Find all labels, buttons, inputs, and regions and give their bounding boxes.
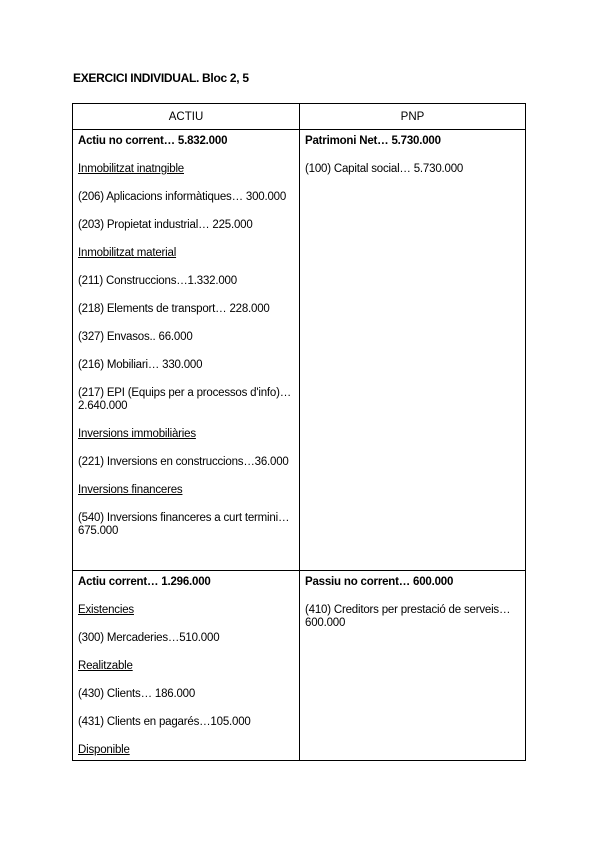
account-line: (410) Creditors per prestació de serveis… 600.000 [305, 604, 511, 629]
subsection-label: Realitzable [78, 660, 133, 672]
account-line: (327) Envasos.. 66.000 [78, 331, 193, 343]
section-heading: Actiu no corrent… 5.832.000 [78, 135, 228, 147]
account-line: (221) Inversions en construccions…36.000 [78, 456, 289, 468]
subsection-label: Disponible [78, 744, 130, 756]
account-line: (216) Mobiliari… 330.000 [78, 359, 203, 371]
account-line: (540) Inversions financeres a curt termini… 675.000 [78, 512, 290, 537]
account-line: (300) Mercaderies…510.000 [78, 632, 220, 644]
account-line: (100) Capital social… 5.730.000 [305, 163, 464, 175]
subsection-label: Inversions immobiliàries [78, 428, 196, 440]
subsection-label: Inmobilitzat material [78, 247, 177, 259]
account-line: (218) Elements de transport… 228.000 [78, 303, 270, 315]
account-line: (211) Construccions…1.332.000 [78, 275, 237, 287]
section-heading: Actiu corrent… 1.296.000 [78, 576, 211, 588]
account-line: (430) Clients… 186.000 [78, 688, 196, 700]
section-heading: Passiu no corrent… 600.000 [305, 576, 454, 588]
header-pnp: PNP [300, 104, 526, 130]
account-line: (431) Clients en pagarés…105.000 [78, 716, 251, 728]
cell-passiu-no-corrent [300, 571, 526, 761]
account-line: (217) EPI (Equips per a processos d'info)… 2.640.000 [78, 387, 292, 412]
header-actiu: ACTIU [73, 104, 300, 130]
account-line: (206) Aplicacions informàtiques… 300.000 [78, 191, 287, 203]
account-line: (203) Propietat industrial… 225.000 [78, 219, 253, 231]
subsection-label: Inversions financeres [78, 484, 183, 496]
cell-actiu-no-corrent [73, 130, 300, 571]
page-title: EXERCICI INDIVIDUAL. Bloc 2, 5 [73, 71, 249, 85]
subsection-label: Inmobilitzat inatngible [78, 163, 184, 175]
cell-patrimoni-net [300, 130, 526, 571]
cell-actiu-corrent [73, 571, 300, 761]
subsection-label: Existencies [78, 604, 134, 616]
balance-sheet-table [72, 103, 526, 761]
section-heading: Patrimoni Net… 5.730.000 [305, 135, 441, 147]
